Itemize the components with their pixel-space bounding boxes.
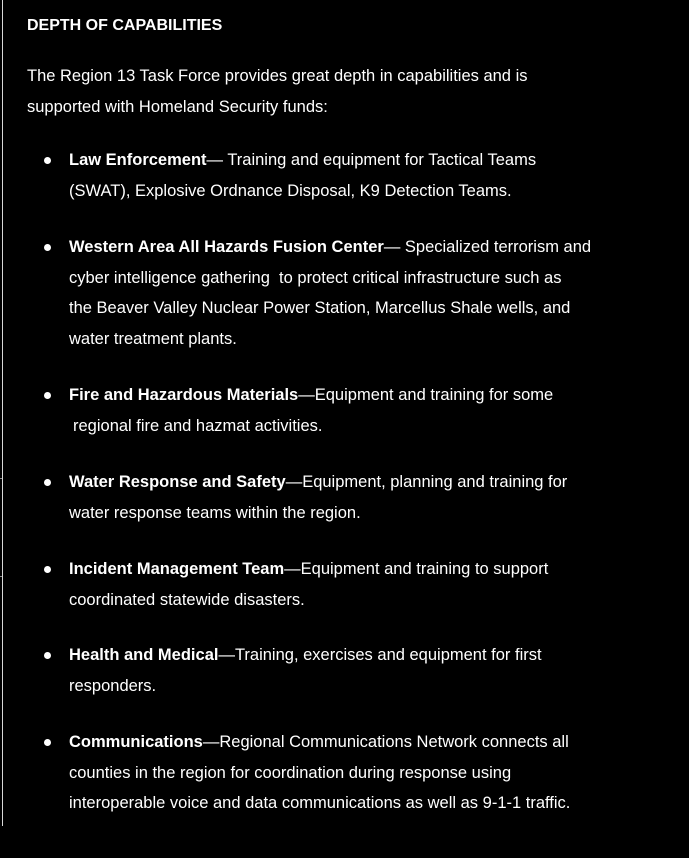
intro-paragraph	[27, 61, 647, 122]
item-line: cyber intelligence gathering to protect critical infrastructure such as	[69, 268, 562, 287]
bullet-icon	[44, 652, 51, 659]
bullet-icon	[44, 566, 51, 573]
border-tick	[0, 576, 2, 577]
item-line: coordinated statewide disasters.	[69, 590, 305, 609]
list-item-text	[69, 467, 649, 528]
item-title: Law Enforcement	[69, 151, 207, 169]
list-item-text	[69, 727, 649, 819]
bullet-icon	[44, 244, 51, 251]
list-item-text	[69, 640, 649, 701]
item-line: the Beaver Valley Nuclear Power Station, Marcellus Shale wells, and	[69, 299, 571, 317]
item-title: Water Response and Safety	[69, 473, 286, 491]
item-title: Health and Medical	[69, 646, 219, 664]
em-dash: —	[285, 473, 303, 491]
intro-line: supported with Homeland Security funds:	[27, 97, 328, 116]
item-line: Training, exercises and equipment for first	[234, 646, 542, 664]
section-heading: DEPTH OF CAPABILITIES	[27, 17, 223, 34]
list-item-text	[69, 380, 649, 441]
list-item-text	[69, 232, 649, 354]
page-border-line	[2, 0, 3, 826]
em-dash: —	[206, 151, 228, 169]
intro-line: The Region 13 Task Force provides great depth in capabilities and is	[27, 67, 528, 85]
item-line: responders.	[69, 676, 157, 695]
list-item-text	[69, 554, 649, 615]
item-line: water response teams within the region.	[69, 503, 361, 522]
item-title: Incident Management Team	[69, 560, 285, 578]
em-dash: —	[298, 386, 315, 404]
bullet-icon	[44, 157, 51, 164]
item-title: Western Area All Hazards Fusion Center	[69, 238, 384, 256]
item-line: water treatment plants.	[69, 329, 237, 348]
item-title: Fire and Hazardous Materials	[69, 386, 299, 404]
item-line: Regional Communications Network connects all	[219, 733, 569, 751]
em-dash: —	[218, 646, 235, 664]
item-line: interoperable voice and data communications as well as 9-1-1 traffic.	[69, 794, 571, 812]
item-line: Equipment and training to support	[300, 560, 549, 578]
border-tick	[0, 478, 2, 479]
item-line: regional fire and hazmat activities.	[73, 416, 323, 435]
item-line: counties in the region for coordination during response using	[69, 763, 512, 782]
item-line: Equipment, planning and training for	[302, 473, 568, 491]
item-line: (SWAT), Explosive Ordnance Disposal, K9 Detection Teams.	[69, 181, 512, 200]
em-dash: —	[202, 733, 220, 751]
item-line: Specialized terrorism and	[404, 238, 592, 256]
bullet-icon	[44, 739, 51, 746]
item-line: Equipment and training for some	[314, 386, 554, 404]
bullet-icon	[44, 392, 51, 399]
list-item-text	[69, 145, 649, 206]
bullet-icon	[44, 479, 51, 486]
item-line: Training and equipment for Tactical Teams	[227, 151, 537, 169]
em-dash: —	[284, 560, 301, 578]
item-title: Communications	[69, 733, 203, 751]
em-dash: —	[383, 238, 405, 256]
